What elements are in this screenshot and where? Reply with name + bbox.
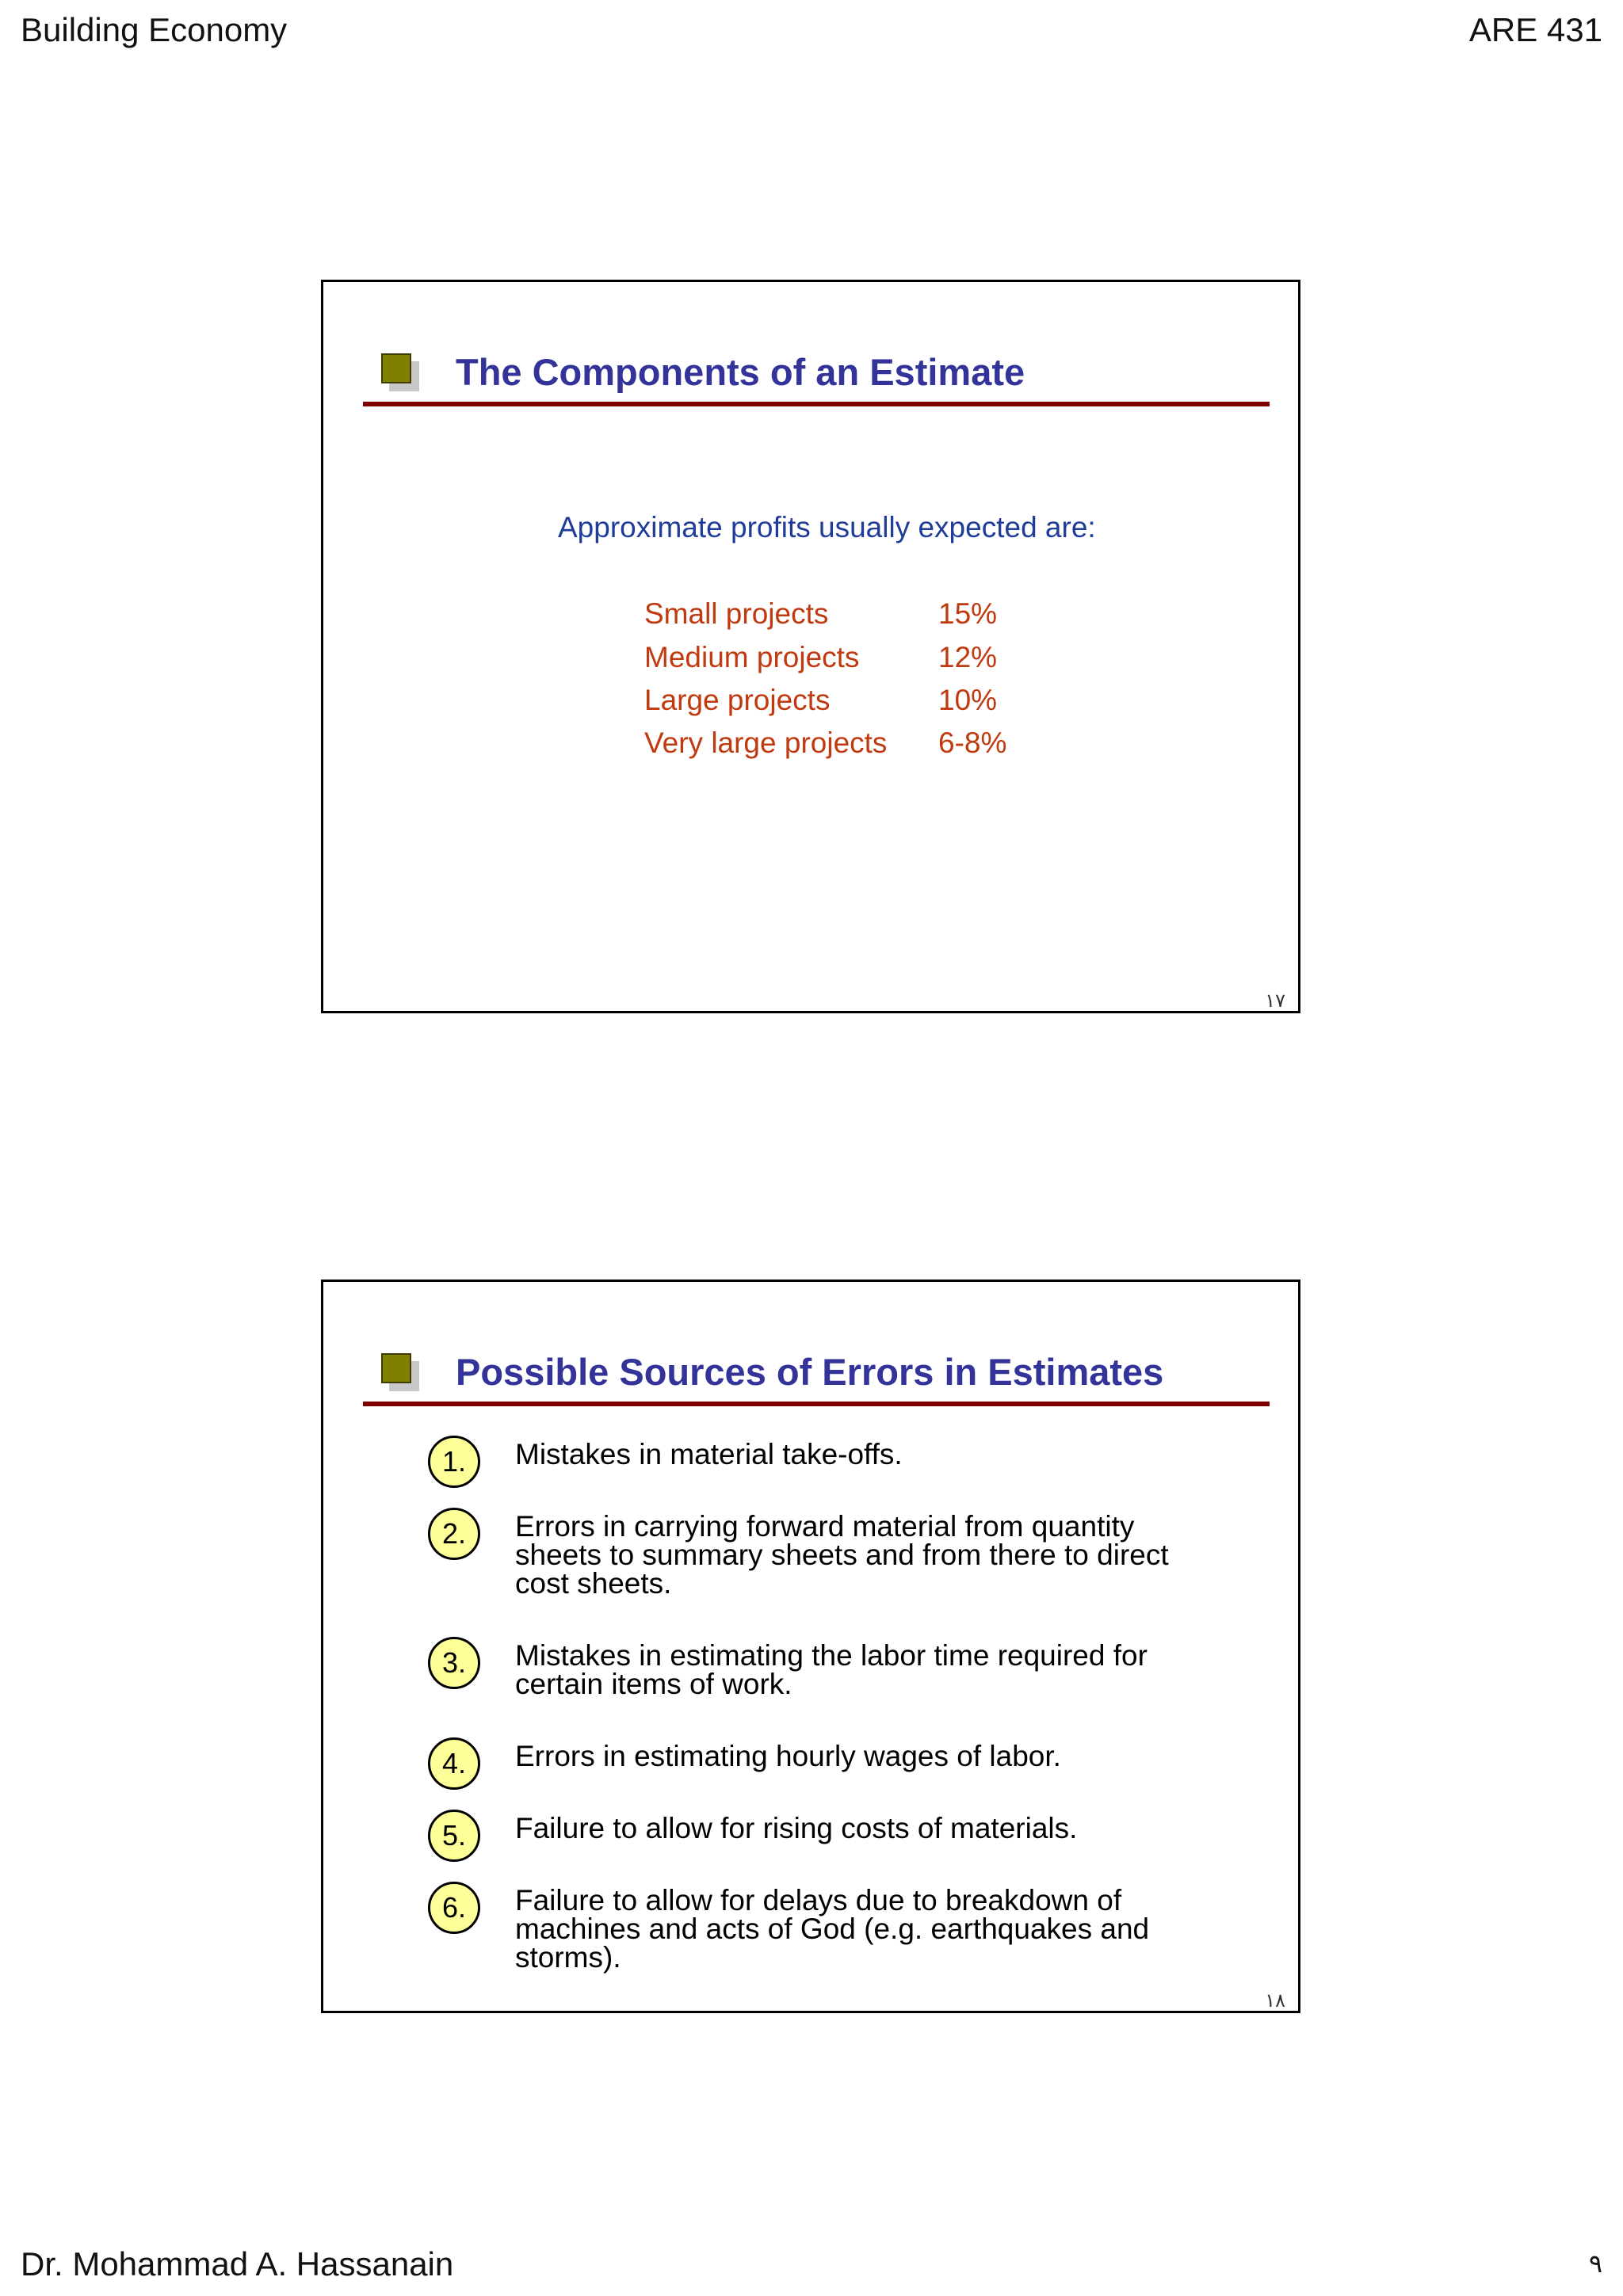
item-number-badge: 5. [428,1810,480,1862]
title-rule [363,1402,1270,1406]
profit-value: 10% [938,684,998,716]
document-header-title: Building Economy [21,11,288,48]
profit-value: 15% [938,597,998,630]
item-number-badge: 1. [428,1436,480,1488]
slide-title: The Components of an Estimate [456,351,1025,393]
profit-label: Medium projects [644,641,860,673]
item-number-badge: 2. [428,1508,480,1560]
error-text: Errors in carrying forward material from quantity sheets to summary sheets and from there to direct cost sheets. [515,1510,1169,1600]
slide-sources-of-errors [321,1280,1300,2013]
error-text: Mistakes in material take-offs. [515,1438,903,1470]
title-bullet-icon [381,1353,419,1391]
slide-components-of-estimate [321,280,1300,1013]
item-number-badge: 3. [428,1637,480,1689]
slide-number: ١٧ [1265,990,1285,1012]
page-number: ٩ [1588,2248,1602,2279]
error-text: Failure to allow for rising costs of materials. [515,1812,1078,1844]
profit-value: 6-8% [938,727,1007,759]
profit-label: Small projects [644,597,829,630]
profits-intro: Approximate profits usually expected are: [558,511,1096,543]
item-number-badge: 4. [428,1737,480,1790]
slide-number: ١٨ [1265,1989,1285,2012]
title-bullet-icon [381,353,419,391]
item-number-badge: 6. [428,1882,480,1934]
profit-value: 12% [938,641,998,673]
error-text: Failure to allow for delays due to breakdown of machines and acts of God (e.g. earthquakes and storms). [515,1884,1150,1974]
profit-label: Very large projects [644,727,888,759]
profit-label: Large projects [644,684,831,716]
error-text: Mistakes in estimating the labor time required for certain items of work. [515,1639,1148,1700]
course-code: ARE 431 [1468,11,1602,48]
error-text: Errors in estimating hourly wages of labor. [515,1740,1061,1772]
author-name: Dr. Mohammad A. Hassanain [21,2245,454,2283]
slide-title: Possible Sources of Errors in Estimates [456,1351,1164,1393]
title-rule [363,402,1270,406]
